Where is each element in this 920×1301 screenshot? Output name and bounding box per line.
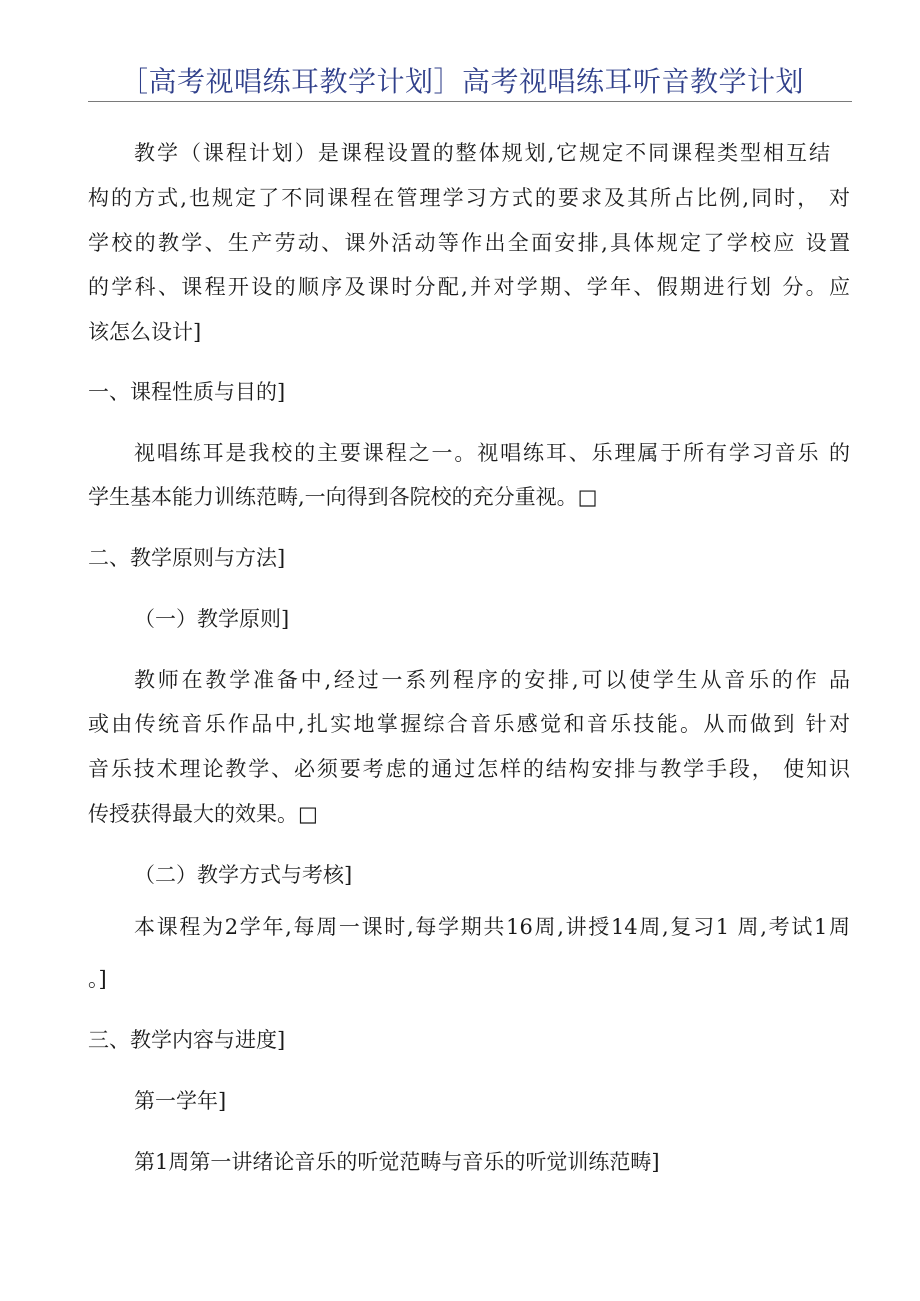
intro-line-4: 的学科、课程开设的顺序及课时分配,并对学期、学年、假期进行划 分。应 — [88, 275, 850, 299]
section-1-line-1: 视唱练耳是我校的主要课程之一。视唱练耳、乐理属于所有学习音乐 的 — [134, 441, 850, 465]
section-1-line-2: 学生基本能力训练范畴,一向得到各院校的充分重视。□ — [88, 485, 598, 509]
section-2-sub-2-heading: （二）教学方式与考核] — [134, 863, 353, 887]
intro-line-3: 学校的教学、生产劳动、课外活动等作出全面安排,具体规定了学校应 设置 — [88, 231, 850, 255]
section-3-year: 第一学年] — [134, 1089, 227, 1113]
section-2-heading: 二、教学原则与方法] — [88, 546, 286, 570]
intro-line-1: 教学（课程计划）是课程设置的整体规划,它规定不同课程类型相互结 — [134, 141, 830, 165]
section-2-sub-2-line-1: 本课程为2学年,每周一课时,每学期共16周,讲授14周,复习1 周,考试1周 — [134, 915, 850, 939]
section-3-heading: 三、教学内容与进度] — [88, 1028, 286, 1052]
title-underline — [88, 101, 852, 102]
section-2-sub-1-line-4: 传授获得最大的效果。□ — [88, 802, 318, 826]
document-title: ［高考视唱练耳教学计划］高考视唱练耳听音教学计划 — [120, 65, 805, 98]
section-2-sub-1-line-3: 音乐技术理论教学、必须要考虑的通过怎样的结构安排与教学手段， 使知识 — [88, 757, 850, 781]
section-3-week-1: 第1周第一讲绪论音乐的听觉范畴与音乐的听觉训练范畴] — [134, 1150, 660, 1174]
section-2-sub-1-heading: （一）教学原则] — [134, 607, 290, 631]
intro-line-2: 构的方式,也规定了不同课程在管理学习方式的要求及其所占比例,同时， 对 — [88, 186, 850, 210]
section-2-sub-1-line-2: 或由传统音乐作品中,扎实地掌握综合音乐感觉和音乐技能。从而做到 针对 — [88, 712, 850, 736]
section-2-sub-2-line-2: 。] — [88, 967, 107, 991]
intro-line-5: 该怎么设计] — [88, 320, 202, 344]
section-1-heading: 一、课程性质与目的] — [88, 380, 286, 404]
section-2-sub-1-line-1: 教师在教学准备中,经过一系列程序的安排,可以使学生从音乐的作 品 — [134, 668, 850, 692]
